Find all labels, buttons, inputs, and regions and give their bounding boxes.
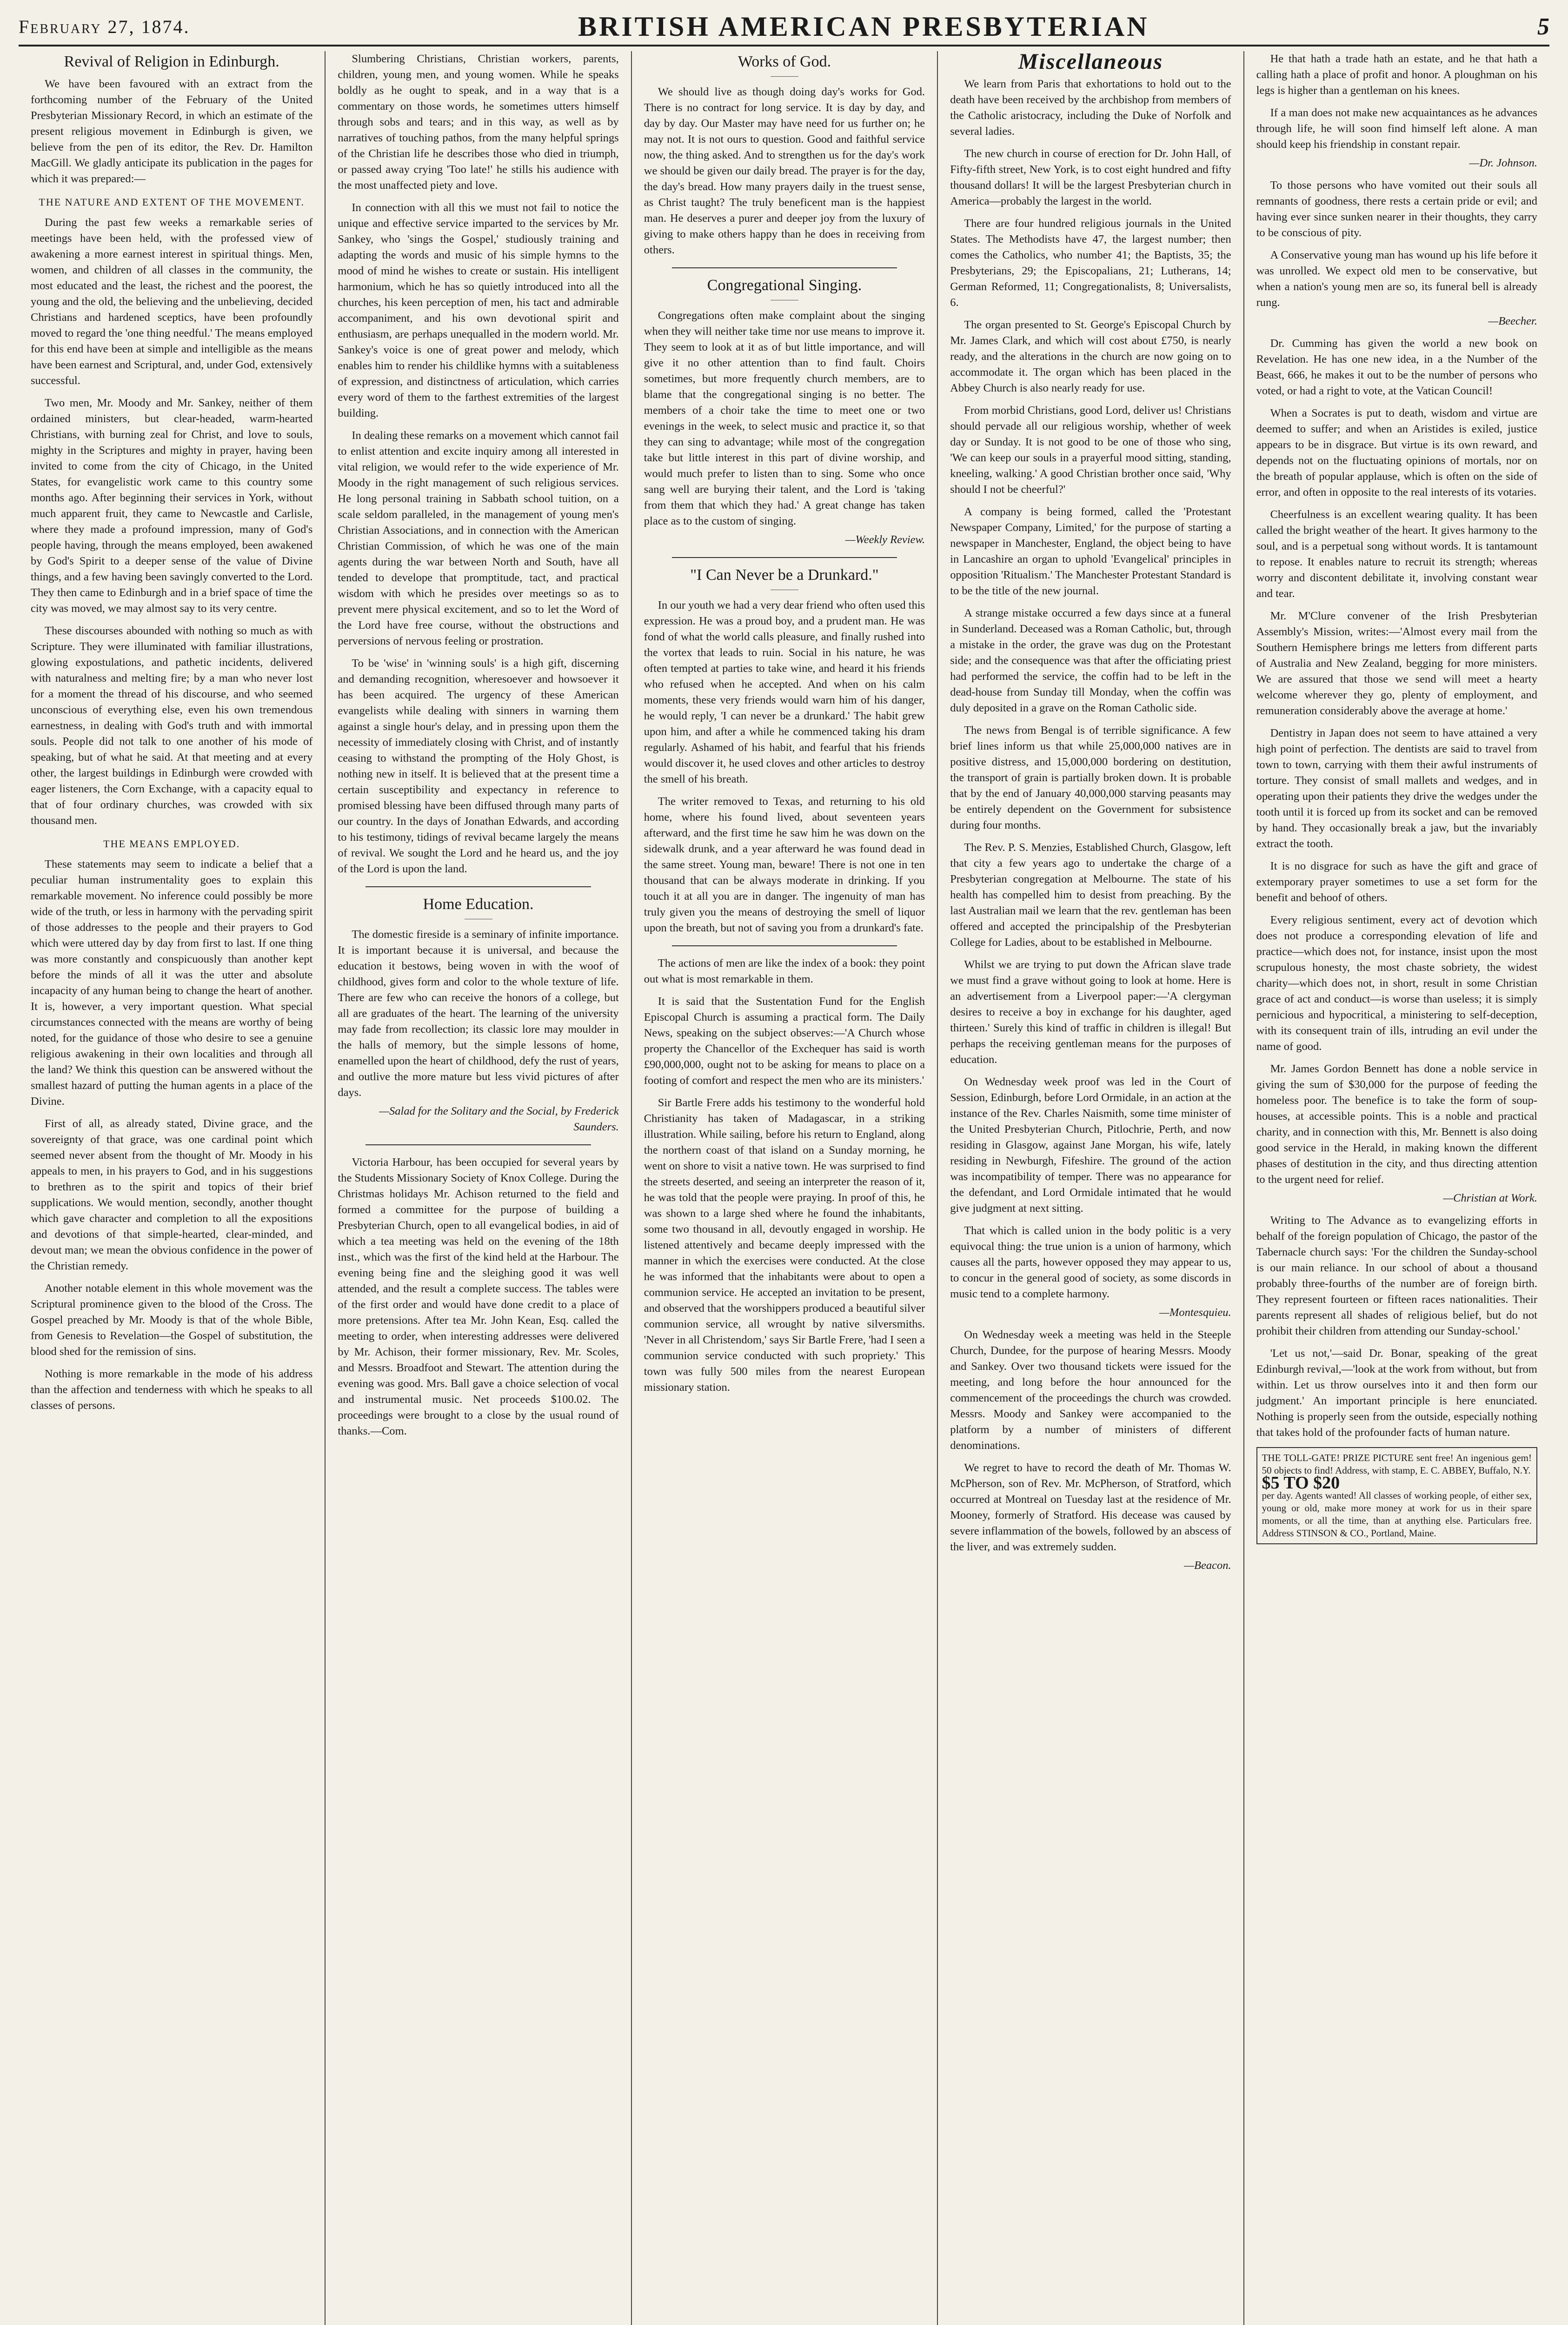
paragraph: Sir Bartle Frere adds his testimony to the wonderful hold Christianity has taken of Madagascar, in a striking illustration. While sailing, before his return to England, along the northern coast of that island on a Sunday morning, he went on shore to visit a native town. He was surprised to find the streets deserted, and seeing an interpreter the reason of it, he was told that the people were praying. In proof of this, he was shown to a large shed where he found the inhabitants, some two thousand in all, devoutly engaged in worship. He listened attentively and became deeply impressed with the manner in which the exercises were conducted. At the close he was informed that the inhabitants were about to open a communion service. He accepted an invitation to be present, and observed that the worshippers produced a beautiful silver communion service, all wrought by native silversmiths. 'Never in all Christendom,' says Sir Bartle Frere, 'had I seen a communion service conducted with such propriety.' This town was fully 500 miles from the nearest European missionary station. xyxy=(644,1096,925,1394)
paragraph: We regret to have to record the death of Mr. Thomas W. McPherson, son of Rev. Mr. McPherson, of Stratford, which occurred at Montreal on Tuesday last at the residence of Mr. Mooney, formerly of Stratford. His decease was caused by severe inflammation of the bowels, followed by an abscess of the liver, and was extremely sudden. xyxy=(950,1461,1231,1553)
attribution: —Christian at Work. xyxy=(1443,1192,1537,1204)
article-title: Home Education. xyxy=(423,896,534,913)
paragraph: Mr. James Gordon Bennett has done a noble service in giving the sum of $30,000 for the purpose of feeding the homeless poor. The benefice is to take the form of soup-houses, at accessible points. This is a noble and practical charity, and in connection with this, Mr. Bennett is also doing good service in the Herald, in making known the different phases of destitution in the city, and thus directing attention to the urgent need for relief. xyxy=(1256,1063,1537,1186)
column-5 xyxy=(1243,51,1549,2325)
paragraph: The actions of men are like the index of a book: they point out what is most remarkable in them. xyxy=(644,957,925,985)
paragraph: Nothing is more remarkable in the mode of his address than the affection and tenderness with which he speaks to all classes of persons. xyxy=(31,1368,313,1412)
paragraph: To be 'wise' in 'winning souls' is a high gift, discerning and demanding recognition, wheresoever and howsoever it has been acquired. The urgency of these American evangelists while dealing with sinners in warning them against a single hour's delay, and in pressing upon them the necessity of immediately closing with Christ, and of instantly ceasing to withstand the prompting of the Holy Ghost, is nothing new in itself. It is believed that at the present time a certain susceptibility and expectancy in reference to promised blessing have been diffused through many parts of our country. In the days of Jonathan Edwards, and according to his testimony, tidings of revival became largely the means of revival. We sought the Lord and he heard us, and the joy of the Lord is upon the land. xyxy=(338,657,619,875)
ad-price: $5 TO $20 xyxy=(1262,1473,1340,1493)
column-3 xyxy=(631,51,937,2325)
paragraph: It is no disgrace for such as have the gift and grace of extemporary prayer sometimes to use a set form for the benefit and behoof of others. xyxy=(1256,860,1537,904)
paragraph: The organ presented to St. George's Episcopal Church by Mr. James Clark, and which will cost about £750, is nearly ready, and the alterations in the church are now going on to accommodate it. The organ which has been placed in the Abbey Church is also nearly ready for use. xyxy=(950,319,1231,394)
paragraph: We have been favoured with an extract from the forthcoming number of the February of the United Presbyterian Missionary Record, in which an estimate of the present religious movement in Edinburgh is given, we believe from the pen of its editor, the Rev. Dr. Hamilton MacGill. We gladly anticipate its publication in the pages for which it was prepared:— xyxy=(31,78,313,185)
attribution: —Montesquieu. xyxy=(1159,1306,1231,1319)
ad-title: THE TOLL-GATE! PRIZE PICTURE sent free! An ingenious gem! 50 objects to find! Address, with stamp, E. C. ABBEY, Buffalo, N.Y. xyxy=(1262,1452,1532,1476)
attribution: —Dr. Johnson. xyxy=(1469,157,1537,169)
paragraph: That which is called union in the body politic is a very equivocal thing: the true union is a union of harmony, which causes all the parts, however opposed they may appear to us, to concur in the general good of society, as some discords in music tend to a complete harmony. xyxy=(950,1224,1231,1300)
paragraph: We learn from Paris that exhortations to hold out to the death have been received by the archbishop from members of the Catholic aristocracy, including the Duke of Norfolk and several ladies. xyxy=(950,78,1231,138)
attribution: —Beacon. xyxy=(1184,1559,1231,1572)
column-1 xyxy=(19,51,325,2325)
paragraph: There are four hundred religious journals in the United States. The Methodists have 47, the largest number; then comes the Catholics, who number 41; the Baptists, 35; the Presbyterians, 29; the Episcopalians, 21; Lutherans, 14; German Reformed, 11; Congregationalists, 8; Universalists, 6. xyxy=(950,217,1231,309)
paragraph: If a man does not make new acquaintances as he advances through life, he will soon find himself left alone. A man should keep his friendship in constant repair. xyxy=(1256,106,1537,151)
paragraph: Mr. M'Clure convener of the Irish Presbyterian Assembly's Mission, writes:—'Almost every mail from the Southern Hemisphere brings me letters from different parts of Australia and New Zealand, begging for more ministers. We are assured that those we send will meet a hearty welcome wherever they go, plenty of employment, and remuneration considerably above the average at home.' xyxy=(1256,610,1537,717)
divider xyxy=(365,886,591,887)
paragraph: In dealing these remarks on a movement which cannot fail to enlist attention and excite inquiry among all interested in vital religion, we would refer to the wide experience of Mr. Moody in the right management of such religious services. He long personal training in Sabbath school tuition, on a scale seldom paralleled, in the management of young men's Christian Associations, and in connection with the American Christian Commission, of which he was one of the main agents during the war between North and South, have all tended to develope that promptitude, tact, and practical wisdom with which he presides over meetings so as to prevent mere physical excitement, and so to let the Word of the Lord have free course, without the obstructions and perversions of nervous feeling or prostration. xyxy=(338,429,619,647)
paragraph: The new church in course of erection for Dr. John Hall, of Fifty-fifth street, New York, is to cost eight hundred and fifty thousand dollars! It will be the largest Presbyterian church in America—probably the largest in the world. xyxy=(950,147,1231,207)
paragraph: In our youth we had a very dear friend who often used this expression. He was a proud boy, and a prudent man. He was fond of what the world calls pleasure, and finally rushed into the vortex that leads to ruin. Social in his nature, he was often tempted at parties to take wine, and heard it his friends who refused when he accepted. And when on his calm moments, these very friends would warn him of his danger, he would reply, 'I can never be a drunkard.' The habit grew upon him, and after a while he commenced taking his dram regularly. Ashamed of his habit, and fearful that his friends would discover it, he used cloves and other articles to destroy the smell of his breath. xyxy=(644,599,925,785)
paragraph: Cheerfulness is an excellent wearing quality. It has been called the bright weather of the heart. It gives harmony to the soul, and is a perpetual song without words. It is tantamount to repose. It enables nature to recruit its strength; whereas worry and discontent debilitate it, involving constant wear and tear. xyxy=(1256,508,1537,600)
paragraph: Congregations often make complaint about the singing when they will neither take time nor use means to improve it. They seem to look at it as of but little importance, and will give it no other attention than to find fault. Choirs sometimes, but more frequently church members, are to blame that the congregational singing is no better. The members of a choir take the time to meet one or two evenings in the week, to select music and practice it, so that they can sing to advantage; while most of the congregation take but little interest in this part of divine worship, and would much prefer to listen than to sing. Some who once sang well are burying their talent, and the Lord is 'taking from them that which they had.' A great change has taken place as to the custom of singing. xyxy=(644,309,925,527)
paragraph: The news from Bengal is of terrible significance. A few brief lines inform us that while 25,000,000 natives are in positive distress, and 15,000,000 bordering on destitution, the transport of grain is partially broken down. It is probable that by the end of January 40,000,000 starving peasants may be entirely dependent on the Government for subsistence during four months. xyxy=(950,724,1231,831)
paragraph: He that hath a trade hath an estate, and he that hath a calling hath a place of profit and honor. A ploughman on his legs is higher than a gentleman on his knees. xyxy=(1256,53,1537,97)
divider xyxy=(365,1144,591,1145)
paragraph: First of all, as already stated, Divine grace, and the sovereignty of that grace, was one cardinal point which seemed never absent from the thought of Mr. Moody in his appeals to men, in his prayers to God, and in his suggestions to brethren as to the spirit and topics of their brief supplications. We would mention, secondly, another thought which gave character and completion to all the expositions and devotions of that simple-hearted, clear-minded, and devout man; we mean the obvious confidence in the power of the Christian remedy. xyxy=(31,1117,313,1272)
paragraph: We should live as though doing day's works for God. There is no contract for long service. It is day by day, and day by day. Our Master may have need for us further on; he may not. It is not ours to question. Good and faithful service now, the thing asked. And to strengthen us for the day's work we should be given our daily bread. The prayer is for the day, the day's bread. How many prayers daily in the truest sense, as Christ taught? The truly beneficent man is the happiest man. He deserves a purer and deeper joy from the luxury of giving to make others happy than he does in receiving from others. xyxy=(644,86,925,256)
paragraph: These statements may seem to indicate a belief that a peculiar human instrumentality goes to explain this remarkable movement. No inference could possibly be more wide of the truth, or less in harmony with the pervading spirit of those addresses to the people and their prayers to God which were uttered day by day from first to last. If one thing was more constantly and conspicuously than another kept before the minds of all it was the utter and absolute incapacity of any human being to change the heart of another. It is, however, a very important question. What special circumstances connected with the means are worthy of being noted, for the guidance of those who desire to see a genuine religious awakening in their own localities and through all the land? We think this question can be answered without the smallest hazard of putting the human agents in a place of the Divine. xyxy=(31,858,313,1108)
section-subheading: THE MEANS EMPLOYED. xyxy=(103,838,240,850)
paragraph: It is said that the Sustentation Fund for the English Episcopal Church is assuming a practical form. The Daily News, speaking on the subject observes:—'A Church whose property the Chancellor of the Exchequer has said is worth £90,000,000, ought not to be asking for means to place on a footing of comfort and respect the men who are its ministers.' xyxy=(644,995,925,1087)
paragraph: Dentistry in Japan does not seem to have attained a very high point of perfection. The dentists are said to travel from town to town, carrying with them their awful instruments of torture. They consist of small mallets and wedges, and in operating upon their patients they drive the wedges under the tooth until it is forced up from its socket and can be removed by hand. They occasionally break a jaw, but the invariably extract the tooth. xyxy=(1256,727,1537,850)
advertisement xyxy=(1256,1447,1537,1544)
paragraph: These discourses abounded with nothing so much as with Scripture. They were illuminated with familiar illustrations, glowing expostulations, and pathetic incidents, delivered with naturalness and melting fire; by a man who never lost for a moment the thread of his discourse, and who seemed unconscious of everything else, even his own tremendous earnestness, in dealing with God's truth and with immortal souls. People did not talk to one another of his mode of speaking, but of what he said. At that meeting and at every other, the largest buildings in Edinburgh were crowded with eager listeners, the Corn Exchange, with a capacity equal to that of four ordinary churches, was crowded with six thousand men. xyxy=(31,624,313,827)
paragraph: Slumbering Christians, Christian workers, parents, children, young men, and young women. While he speaks boldly as he ought to speak, and in a way that is a commentary on those words, he sometimes utters himself through sobs and tears; and in this way, as well as by narratives of touching pathos, from the many helpful springs of the Christian life he describes those who died in triumph, or passed away crying 'Too late!' he stills his audience with the most unaffected piety and love. xyxy=(338,53,619,192)
paragraph: A Conservative young man has wound up his life before it was unrolled. We expect old men to be conservative, but when a nation's young men are so, its funeral bell is already rung. xyxy=(1256,249,1537,309)
divider xyxy=(672,557,897,558)
newspaper-title: BRITISH AMERICAN PRESBYTERIAN xyxy=(578,11,1149,42)
paragraph: In connection with all this we must not fail to notice the unique and effective service imparted to the services by Mr. Sankey, who 'sings the Gospel,' studiously training and adapting the words and music of his simple hymns to the mood of mind he wishes to create or sustain. His intelligent harmonium, which he has so quietly introduced into all the churches, his keen perception of men, his tact and admirable accompaniment, and his own devotional spirit and enthusiasm, are perhaps unequalled in the modern world. Mr. Sankey's voice is one of great power and melody, which enables him to render his childlike hymns with a suitableness of expression, and distinctness of articulation, which carries every word of them to the farthest extremities of the largest building. xyxy=(338,201,619,419)
issue-date: February 27, 1874. xyxy=(19,16,190,37)
attribution: —Beecher. xyxy=(1488,315,1537,327)
paragraph: During the past few weeks a remarkable series of meetings have been held, with the professed view of awakening a more earnest interest in spiritual things. Men, women, and children of all classes in the community, the most educated and the least, the richest and the poorest, the young and the old, the believing and the unbelieving, decided Christians and hardened sceptics, have been profoundly moved to regard the 'one thing needful.' The means employed for this end have been at simple and intelligible as the means have been earnest and Scriptural, and, under God, extensively successful. xyxy=(31,216,313,387)
paragraph: The Rev. P. S. Menzies, Established Church, Glasgow, left that city a few years ago to undertake the charge of a Presbyterian congregation at Melbourne. The state of his health has compelled him to desist from preaching. By the last Australian mail we learn that the rev. gentleman has been offered and accepted the principalship of the Presbyterian College for Ladies, about to be established in Melbourne. xyxy=(950,841,1231,949)
article-title: Works of God. xyxy=(737,53,831,70)
paragraph: From morbid Christians, good Lord, deliver us! Christians should pervade all our religious worship, whether of week day or Sunday. It is not good to be one of those who sing, 'We can keep our souls in a prayerful mood sitting, standing, kneeling, walking.' A good Christian brother once said, 'Why should I not be cheerful?' xyxy=(950,404,1231,496)
section-title: Miscellaneous xyxy=(1018,51,1163,74)
divider xyxy=(771,76,798,77)
paragraph: On Wednesday week proof was led in the Court of Session, Edinburgh, before Lord Ormidale, in an action at the instance of the Rev. Charles Naismith, some time minister of the United Presbyterian Church, Pitlochrie, Perth, and now residing in Glasgow, against Jane Morgan, his wife, lately residing in Newburgh, Fifeshire. The ground of the action was incompatibility of temper. There was no appearance for the defendant, and Lord Ormidale intimated that he would give judgment at next sitting. xyxy=(950,1076,1231,1215)
divider xyxy=(672,267,897,268)
section-subheading: THE NATURE AND EXTENT OF THE MOVEMENT. xyxy=(39,196,305,208)
article-title: "I Can Never be a Drunkard." xyxy=(690,566,879,584)
paragraph: Writing to The Advance as to evangelizing efforts in behalf of the foreign population of Chicago, the pastor of the Tabernacle church says: 'For the children the Sunday-school is our main reliance. In our school of about a thousand probably three-fourths of the number are of foreign birth. They represent fourteen or fifteen races nationalities. Their parents represent all shades of religious belief, but do not prohibit their children from attending our Sunday-school.' xyxy=(1256,1214,1537,1337)
paragraph: On Wednesday week a meeting was held in the Steeple Church, Dundee, for the purpose of hearing Messrs. Moody and Sankey. Over two thousand tickets were issued for the meeting, and long before the hour announced for the commencement of the proceedings the church was crowded. Messrs. Moody and Sankey were accompanied to the platform by a number of ministers of different denominations. xyxy=(950,1329,1231,1452)
article-title: Revival of Religion in Edinburgh. xyxy=(64,53,279,70)
paragraph: To those persons who have vomited out their souls all remnants of goodness, there rests a certain pride or evil; and having ever since sunken nearer in their thoughts, they carry to be conscious of pity. xyxy=(1256,179,1537,239)
column-4 xyxy=(937,51,1243,2325)
paragraph: Victoria Harbour, has been occupied for several years by the Students Missionary Society of Knox College. During the Christmas holidays Mr. Achison returned to the field and formed a committee for the purpose of building a Presbyterian Church, open to all evangelical bodies, in aid of which a tea meeting was held on the evening of the 18th inst., which was the first of the kind held at the Harbour. The evening being fine and the sleighing good it was well attended, and the result a complete success. The tables were of the first order and would have done credit to a place of more pretensions. After tea Mr. John Kean, Esq. called the meeting to order, when interesting addresses were delivered by Mr. Achison, their former missionary, Rev. Mr. Scoles, and Messrs. Broadfoot and Stewart. The attention during the evening was good. Mrs. Ball gave a choice selection of vocal and instrumental music. Net proceeds $100.02. The proceedings were brought to a close by the usual round of thanks.—Com. xyxy=(338,1156,619,1437)
paragraph: A strange mistake occurred a few days since at a funeral in Sunderland. Deceased was a Roman Catholic, but, through a mistake in the order, the grave was dug on the Protestant side; and the consequence was that after the officiating priest had performed the service, the coffin had to be left in the dead-house from Sunday till Monday, when the coffin was duly deposited in a grave on the Roman Catholic side. xyxy=(950,607,1231,714)
paragraph: Another notable element in this whole movement was the Scriptural prominence given to the blood of the Cross. The Gospel preached by Mr. Moody is that of the whole Bible, from Genesis to Revelation—the Gospel of substitution, the blood shed for the remission of sins. xyxy=(31,1282,313,1358)
column-2 xyxy=(325,51,631,2325)
paragraph: When a Socrates is put to death, wisdom and virtue are deemed to suffer; and when an Aristides is exiled, justice appears to be in disgrace. But virtue is its own reward, and depends not on the fluctuating opinions of mortals, nor on the breath of popular applause, which is often on the side of error, and often in opposite to the real interests of its votaries. xyxy=(1256,407,1537,498)
page-number: 5 xyxy=(1537,13,1549,40)
attribution: —Weekly Review. xyxy=(845,533,925,546)
paragraph: A company is being formed, called the 'Protestant Newspaper Company, Limited,' for the purpose of starting a newspaper in Manchester, England, the object being to have in Lancashire an organ to uphold 'Evangelical' principles in opposition 'Ritualism.' The Manchester Protestant Standard is to be the title of the new journal. xyxy=(950,505,1231,597)
paragraph: Two men, Mr. Moody and Mr. Sankey, neither of them ordained ministers, but clear-headed, warm-hearted Christians, with burning zeal for Christ, and love to souls, mighty in the Scriptures and mighty in prayer, having been invited to come from the city of Chicago, in the United States, for evangelistic work came to this country some months ago. After beginning their services in York, without much apparent fruit, they came to Newcastle and Carlisle, where they made a profound impression, many of God's people having, through the means employed, been awakened by God's Spirit to a deeper sense of the value of Divine things, and a few having been savingly converted to the Lord. They then came to Edinburgh and in a brief space of time the city was moved, we may almost say to its very centre. xyxy=(31,397,313,615)
paragraph: 'Let us not,'—said Dr. Bonar, speaking of the great Edinburgh revival,—'look at the work from without, but from within. Let us throw ourselves into it and then form our judgment.' An important principle is here enunciated. Nothing is properly seen from the outside, especially nothing that takes hold of the profounder facts of human nature. xyxy=(1256,1347,1537,1439)
paragraph: Dr. Cumming has given the world a new book on Revelation. He has one new idea, in a the Number of the Beast, 666, he makes it out to be the number of persons who voted, or had a right to vote, at the Vatican Council! xyxy=(1256,337,1537,397)
divider xyxy=(672,945,897,946)
article-columns xyxy=(19,51,1549,2325)
masthead xyxy=(19,8,1549,46)
paragraph: Whilst we are trying to put down the African slave trade we must find a grave without going to look at home. Here is an advertisement from a Liverpool paper:—'A clergyman desires to receive a boy in exchange for his daughter, aged thirteen.' Surely this kind of traffic in children is illegal! But perhaps the receiving gentleman means for the purposes of education. xyxy=(950,958,1231,1066)
ad-text: per day. Agents wanted! All classes of working people, of either sex, young or old, make more money at work for us in their spare moments, or all the time, than at anything else. Particulars free. Address STINSON & CO., Portland, Maine. xyxy=(1262,1490,1532,1539)
attribution: —Salad for the Solitary and the Social, by Frederick Saunders. xyxy=(379,1105,619,1133)
paragraph: The writer removed to Texas, and returning to his old home, where his found lived, about seventeen years afterward, and the first time he saw him he was down on the sidewalk drunk, and a year afterward he was found dead in the same street. Young man, beware! There is not one in ten thousand that can be always moderate in drinking. If you touch it at all you are in danger. The ingenuity of man has truly given you the means of destroying the smell of liquor upon the breath, but not of saving you from a drunkard's fate. xyxy=(644,795,925,934)
paragraph: The domestic fireside is a seminary of infinite importance. It is important because it is universal, and because the education it bestows, being woven in with the woof of childhood, gives form and color to the whole texture of life. There are few who can receive the honors of a college, but all are graduates of the heart. The learning of the university may fade from recollection; its classic lore may moulder in the halls of memory, but the simple lessons of home, enamelled upon the heart of childhood, defy the rust of years, and outlive the more mature but less vivid pictures of after days. xyxy=(338,928,619,1099)
article-title: Congregational Singing. xyxy=(707,277,862,294)
paragraph: Every religious sentiment, every act of devotion which does not produce a corresponding elevation of life and practice—which does not, for instance, insist upon the most scrupulous honesty, the most chaste sobriety, the widest charity—which does not, in short, result in some Christian grace of act and conduct—is worse than useless; it is simply pernicious and hypocritical, a ministering to self-deception, with its consequent train of ills, intruding an evil under the name of good. xyxy=(1256,914,1537,1053)
